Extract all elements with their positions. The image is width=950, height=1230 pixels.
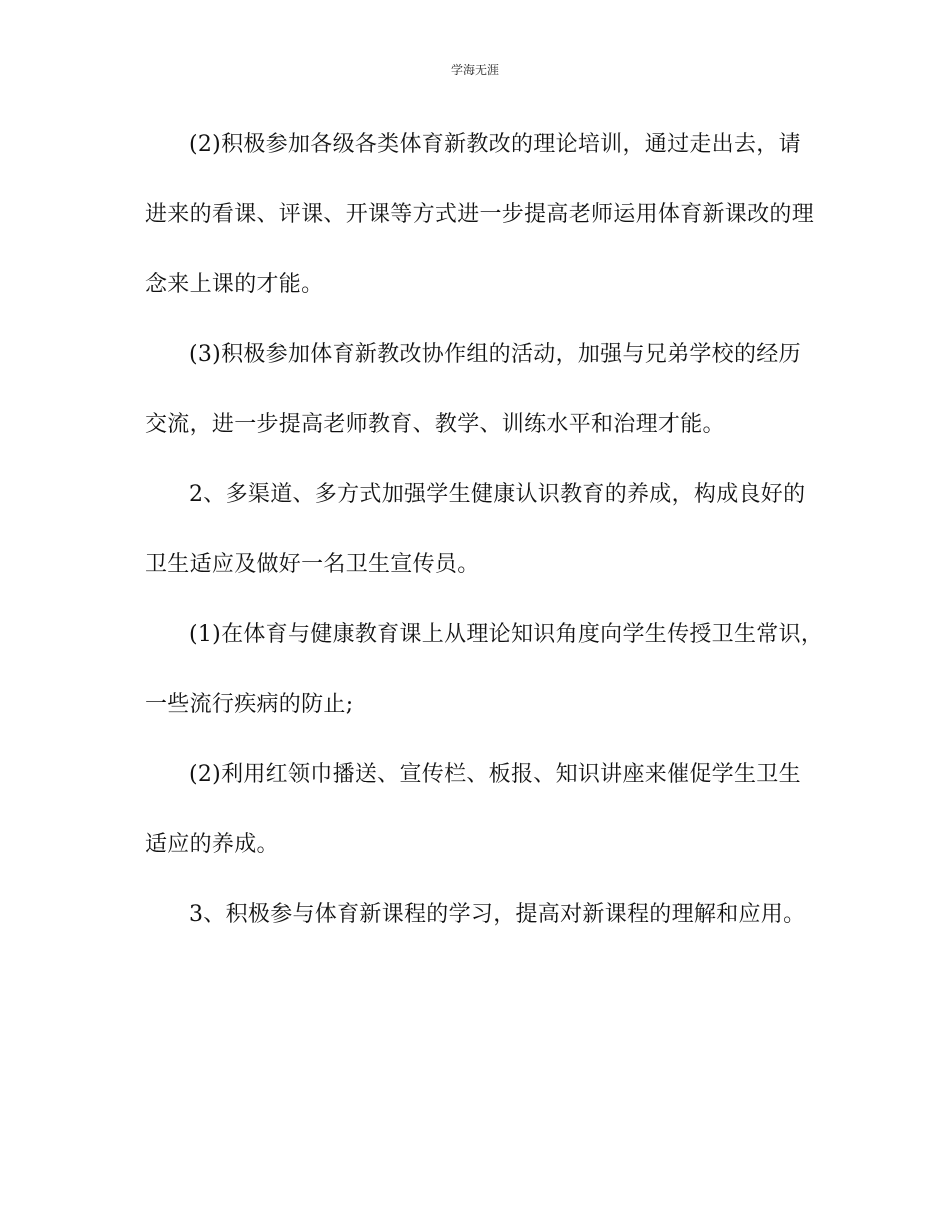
paragraph-line: (1)在体育与健康教育课上从理论知识角度向学生传授卫生常识， xyxy=(189,622,824,647)
paragraph-line: 卫生适应及做好一名卫生宣传员。 xyxy=(145,552,480,577)
paragraph-line: 适应的养成。 xyxy=(145,832,279,857)
paragraph-line: 3、积极参与体育新课程的学习，提高对新课程的理解和应用。 xyxy=(189,902,806,927)
page-header: 学海无涯 xyxy=(450,63,499,77)
paragraph-line: (2)积极参加各级各类体育新教改的理论培训，通过走出去，请 xyxy=(189,132,801,157)
paragraph-line: 一些流行疾病的防止; xyxy=(145,692,354,717)
paragraph-line: 进来的看课、评课、开课等方式进一步提高老师运用体育新课改的理 xyxy=(145,202,815,227)
paragraph-line: 念来上课的才能。 xyxy=(145,272,324,297)
paragraph-line: 交流，进一步提高老师教育、教学、训练水平和治理才能。 xyxy=(145,412,725,437)
paragraph-line: (2)利用红领巾播送、宣传栏、板报、知识讲座来催促学生卫生 xyxy=(189,762,801,787)
paragraph-line: 2、多渠道、多方式加强学生健康认识教育的养成，构成良好的 xyxy=(189,482,806,507)
document-body xyxy=(145,126,824,966)
paragraph-line: (3)积极参加体育新教改协作组的活动，加强与兄弟学校的经历 xyxy=(189,342,801,367)
